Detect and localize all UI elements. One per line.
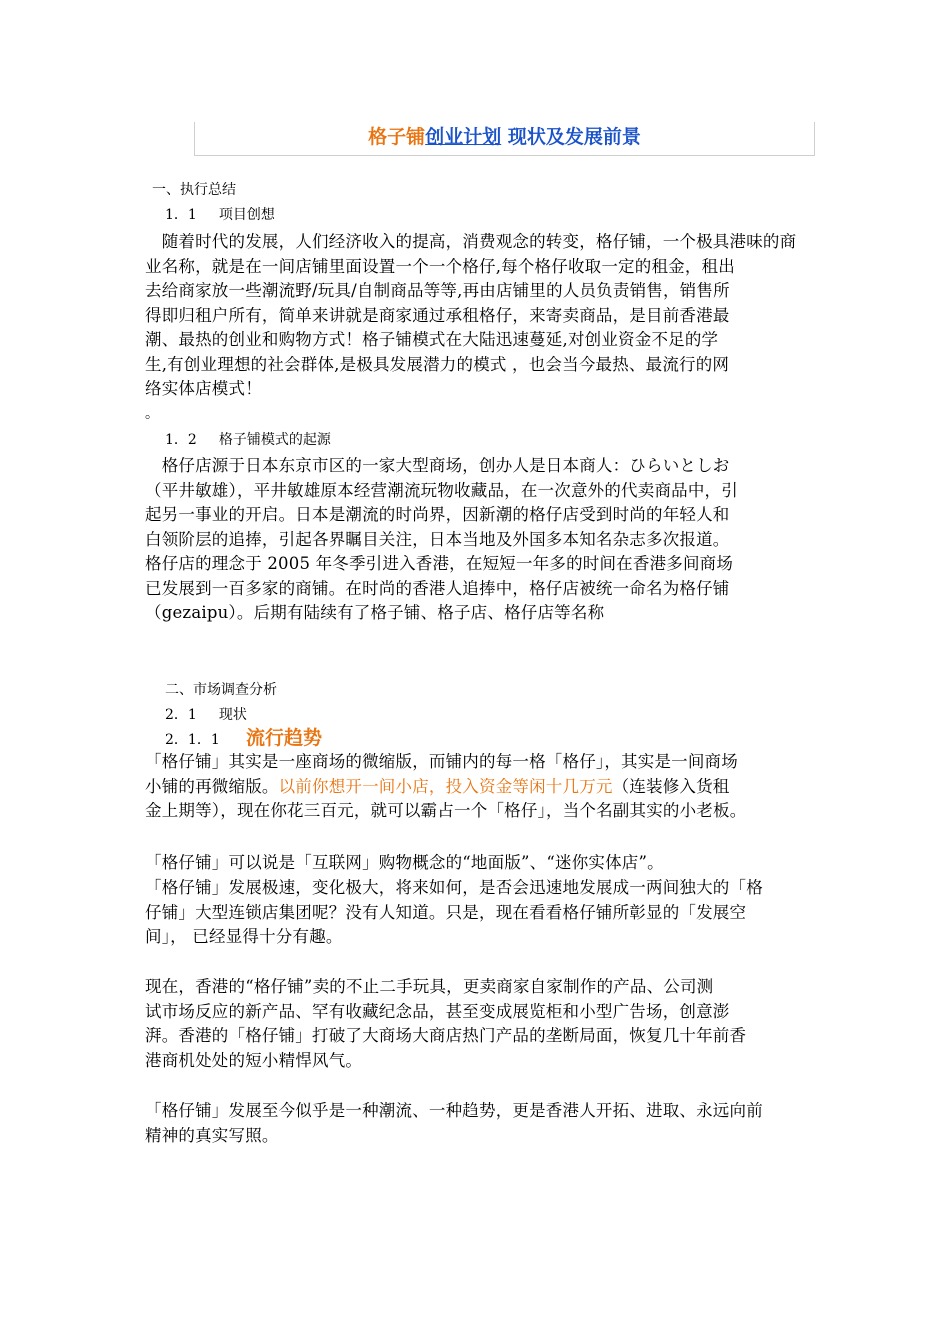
section-2-paragraph-4 xyxy=(145,975,810,1073)
text-line: 「格仔铺」其实是一座商场的微缩版，而铺内的每一格「格仔」，其实是一间商场 xyxy=(145,752,738,771)
text-line xyxy=(145,775,810,800)
text-line: 得即归租户所有，简单来讲就是商家通过承租格仔，来寄卖商品，是目前香港最 xyxy=(145,305,730,325)
text-line: 湃。香港的「格仔铺」打破了大商场大商店热门产品的垄断局面，恢复几十年前香 xyxy=(145,1026,747,1045)
text-line: 试市场反应的新产品、罕有收藏纪念品，甚至变成展览柜和小型广告场，创意澎 xyxy=(145,1001,730,1021)
text-line: 业名称，就是在一间店铺里面设置一个一个格仔,每个格仔收取一定的租金，租出 xyxy=(145,256,735,276)
stray-period: 。 xyxy=(145,406,159,422)
section-2-1-1-label: 流行趋势 xyxy=(246,727,323,749)
section-2-paragraph-5 xyxy=(145,1099,810,1148)
text-line: 金上期等），现在你花三百元，就可以霸占一个「格仔」，当个名副其实的小老板。 xyxy=(145,801,747,820)
title-box xyxy=(194,122,815,156)
text-line: 仔铺」大型连锁店集团呢？没有人知道。只是，现在看看格仔铺所彰显的「发展空 xyxy=(145,902,747,922)
section-1-2-label: 格子铺模式的起源 xyxy=(218,432,331,448)
text-line: 随着时代的发展，人们经济收入的提高，消费观念的转变，格仔铺，一个极具港味的商 xyxy=(145,232,797,251)
section-2-1-1-number: 2．1．1 xyxy=(165,732,220,748)
section-2-1-heading xyxy=(165,706,247,724)
section-1-heading: 一、执行总结 xyxy=(152,182,236,198)
text-segment: （连装修入货租 xyxy=(612,776,730,796)
text-line: 格仔店的理念于 2005 年冬季引进入香港，在短短一年多的时间在香港多间商场 xyxy=(145,554,734,573)
section-2-paragraph-3 xyxy=(145,876,810,950)
text-line: 生,有创业理想的社会群体,是极具发展潜力的模式 ，也会当今最热、最流行的网 xyxy=(145,354,730,374)
text-segment: 小铺的再微缩版。 xyxy=(145,776,279,796)
text-line: 港商机处处的短小精悍风气。 xyxy=(145,1050,363,1070)
section-1-2-paragraph xyxy=(145,454,810,626)
text-line: 潮、最热的创业和购物方式！格子铺模式在大陆迅速蔓延,对创业资金不足的学 xyxy=(145,330,719,349)
section-1-1-heading xyxy=(165,206,275,224)
section-1-1-label: 项目创想 xyxy=(218,207,275,223)
text-line: 「格仔铺」发展至今似乎是一种潮流、一种趋势，更是香港人开拓、进取、永远向前 xyxy=(145,1101,763,1120)
text-line: 精神的真实写照。 xyxy=(145,1125,279,1145)
section-2-heading: 二、市场调查分析 xyxy=(165,682,277,698)
text-line: 起另一事业的开启。日本是潮流的时尚界，因新潮的格仔店受到时尚的年轻人和 xyxy=(145,505,730,524)
text-line: 白领阶层的追捧，引起各界瞩目关注，日本当地及外国多本知名杂志多次报道。 xyxy=(145,529,730,549)
title-part-1: 格子铺 xyxy=(368,126,426,148)
section-1-2-number: 1．2 xyxy=(165,432,197,448)
text-line: 间」， 已经显得十分有趣。 xyxy=(145,927,343,946)
text-line: 「格仔铺」可以说是「互联网」购物概念的“地面版”、“迷你实体店”。 xyxy=(145,853,664,872)
section-1-2-heading xyxy=(165,431,331,449)
text-line: 去给商家放一些潮流野/玩具/自制商品等等,再由店铺里的人员负责销售，销售所 xyxy=(145,281,730,300)
text-line: 已发展到一百多家的商铺。在时尚的香港人追捧中，格仔店被统一命名为格仔铺 xyxy=(145,578,730,598)
section-2-paragraph-1 xyxy=(145,750,810,824)
text-line: （gezaipu）。后期有陆续有了格子铺、格子店、格仔店等名称 xyxy=(145,603,605,622)
title-link[interactable]: 创业计划 xyxy=(425,126,502,148)
text-line: 现在，香港的“格仔铺”卖的不止二手玩具，更卖商家自家制作的产品、公司测 xyxy=(145,977,714,996)
text-line: （平井敏雄），平井敏雄原本经营潮流玩物收藏品，在一次意外的代卖商品中，引 xyxy=(145,480,738,500)
page-title xyxy=(368,125,641,149)
highlighted-text: 以前你想开一间小店，投入资金等闲十几万元 xyxy=(278,776,613,796)
section-2-paragraph-2 xyxy=(145,851,810,876)
section-1-1-paragraph xyxy=(145,230,810,402)
title-part-3: 现状及发展前景 xyxy=(501,126,641,148)
section-1-1-number: 1．1 xyxy=(165,207,197,223)
text-line: 格仔店源于日本东京市区的一家大型商场，创办人是日本商人：ひらいとしお xyxy=(145,456,730,475)
text-line: 络实体店模式！ xyxy=(145,379,262,398)
section-2-1-label: 现状 xyxy=(218,707,247,723)
text-line: 「格仔铺」发展极速，变化极大，将来如何，是否会迅速地发展成一两间独大的「格 xyxy=(145,878,763,897)
section-2-1-number: 2．1 xyxy=(165,707,197,723)
